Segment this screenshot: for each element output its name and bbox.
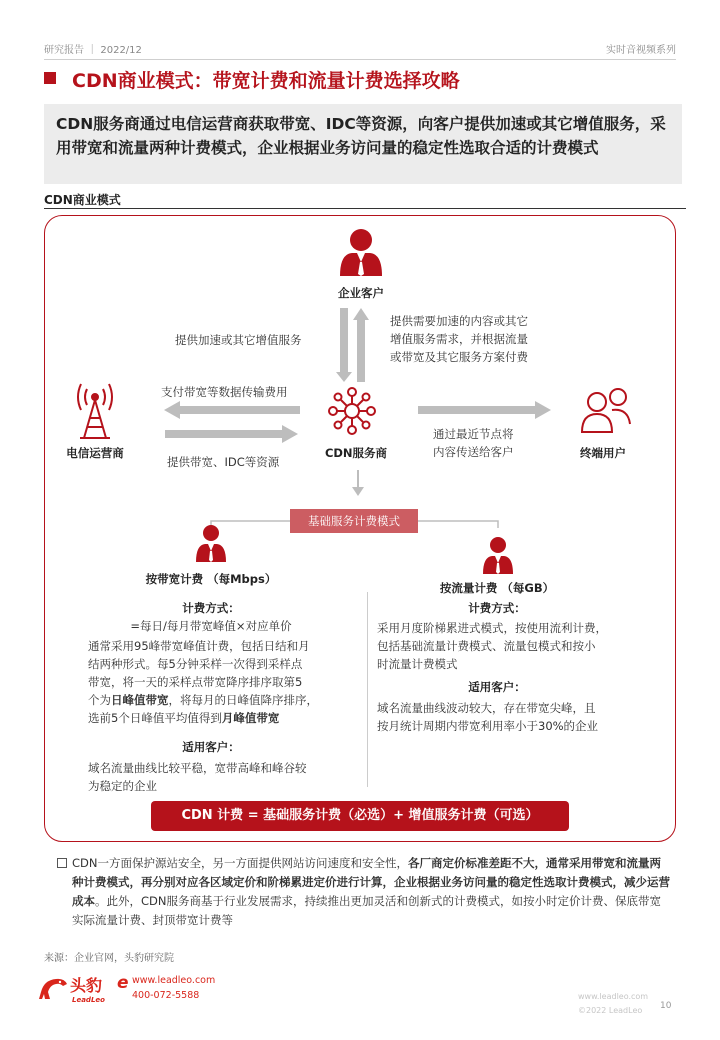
watermark-site: www.leadleo.com (578, 992, 649, 1001)
cdn-node-icon (329, 388, 375, 434)
report-header-right: 实时音视频系列 (606, 45, 676, 56)
enterprise-label: 企业客户 (338, 286, 384, 300)
bandwidth-formula: =每日/每月带宽峰值×对应单价 (130, 619, 292, 633)
column-divider (367, 592, 368, 787)
vertical-left-text: 提供加速或其它增值服务 (175, 333, 302, 347)
traffic-person-icon (483, 537, 513, 574)
end-users-icon (582, 389, 630, 432)
bandwidth-customer-text: 域名流量曲线比较平稳，宽带高峰和峰谷较 为稳定的企业 (88, 761, 307, 793)
summary-box: CDN服务商通过电信运营商获取带宽、IDC等资源，向客户提供加速或其它增值服务，采用带宽和流量两种计费模式，企业根据业务访问量的稳定性选取合适的计费模式 (44, 104, 682, 184)
end-user-label: 终端用户 (580, 446, 626, 460)
section-label: CDN商业模式 (44, 193, 121, 207)
traffic-method-head: 计费方式： (468, 601, 526, 615)
vertical-arrows (336, 308, 369, 382)
page-number: 10 (660, 1001, 672, 1011)
arrow-nearest-text: 通过最近节点将 内容传送给客户 (433, 427, 514, 459)
e-mark-icon: e (117, 973, 129, 993)
traffic-customer-text: 域名流量曲线波动较大，存在带宽尖峰，且 按月统计周期内带宽利用率小于30%的企业 (377, 701, 599, 733)
billing-formula-bar: CDN 计费 = 基础服务计费（必选）+ 增值服务计费（可选） (151, 801, 569, 831)
report-header-left: 研究报告 ｜ 2022/12 (44, 45, 142, 56)
leopard-logo-icon (38, 972, 70, 1002)
bandwidth-person-icon (196, 525, 226, 562)
vertical-right-text: 提供需要加速的内容或其它 增值服务需求，并根据流量 或带宽及其它服务方案付费 (390, 314, 528, 364)
checkbox-bullet-icon (57, 858, 67, 868)
traffic-description: 采用月度阶梯累进式模式，按使用流利计费， 包括基础流量计费模式、流量包模式和按小 时流量计费模式 (377, 621, 607, 671)
watermark-copyright: ©2022 LeadLeo (578, 1006, 643, 1015)
cdn-down-arrow (352, 470, 364, 496)
cdn-enduser-arrow (418, 401, 551, 419)
bandwidth-title: 按带宽计费 （每Mbps） (145, 572, 277, 586)
traffic-customer-head: 适用客户： (468, 680, 526, 694)
operator-cdn-arrows (164, 401, 300, 443)
bandwidth-customer-head: 适用客户： (182, 740, 240, 754)
operator-label: 电信运营商 (66, 446, 124, 460)
source-note: 来源：企业官网，头豹研究院 (44, 953, 174, 964)
traffic-title: 按流量计费 （每GB） (439, 581, 555, 595)
page-title: CDN商业模式：带宽计费和流量计费选择攻略 (72, 70, 460, 92)
logo-subtitle: LeadLeo (72, 996, 105, 1004)
enterprise-person-icon (340, 229, 382, 276)
bandwidth-method-head: 计费方式： (182, 601, 240, 615)
cdn-label: CDN服务商 (324, 446, 388, 460)
arrow-provide-text: 提供带宽、IDC等资源 (167, 455, 280, 469)
bandwidth-description: 通常采用95峰带宽峰值计费，包括日结和月 结两种形式。每5分钟采样一次得到采样点 带宽，将一天的采样点带宽降序排序取第5 个为日峰值带宽，将每月的日峰值降序排序， 选前5个日峰值平均值得到月峰值带宽 (88, 639, 318, 725)
logo-phone: 400-072-5588 (132, 990, 200, 1001)
base-billing-badge: 基础服务计费模式 (290, 509, 418, 533)
logo-website: www.leadleo.com (132, 975, 216, 986)
conclusion-paragraph: CDN一方面保护源站安全，另一方面提供网站访问速度和安全性，各厂商定价标准差距不大，通常采用带宽和流量两种计费模式，再分别对应各区域定价和阶梯累进定价进行计算，企业根据业务访问量的稳定性选取计费模式，减少运营成本。此外，CDN服务商基于行业发展需求，持续推出更加灵活和创新式的计费模式，如按小时定价计费、保底带宽实际流量计费、封顶带宽计费等 (72, 856, 670, 927)
logo-wordmark: 头豹 (70, 976, 103, 995)
arrow-pay-text: 支付带宽等数据传输费用 (161, 385, 288, 399)
operator-tower-icon (78, 384, 112, 438)
